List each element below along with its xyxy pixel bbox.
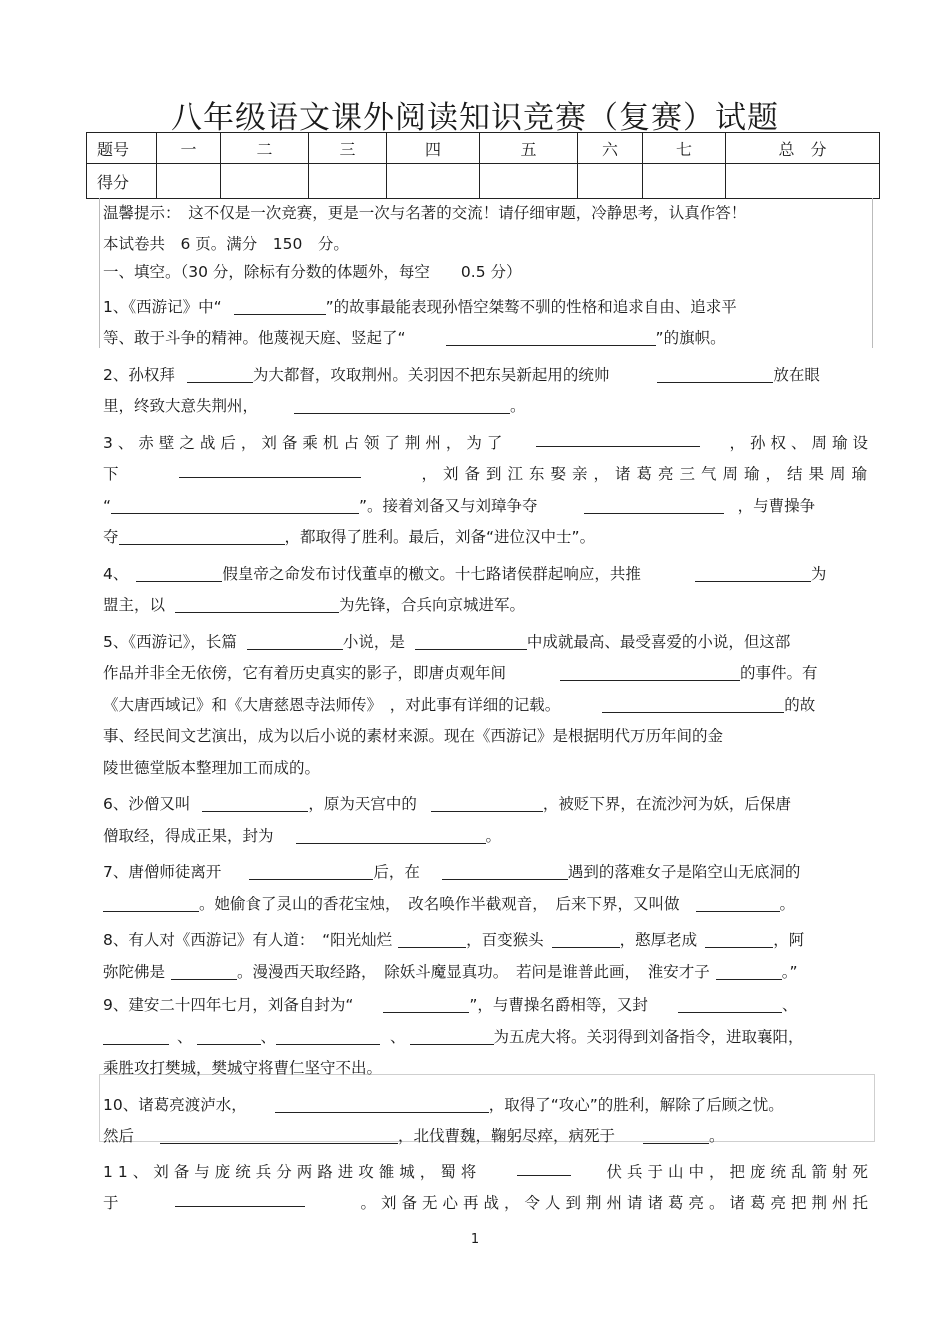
question-3: 3、赤壁之战后，刘备乘机占领了荆州，为了 ，孙权、周瑜设 [103, 428, 873, 460]
answer-blank[interactable] [383, 994, 469, 1013]
answer-blank[interactable] [179, 459, 361, 478]
question-10: 10、诸葛亮渡泸水， ，取得了“攻心”的胜利，解除了后顾之忧。 [103, 1095, 784, 1114]
header-cell-6: 六 [578, 133, 643, 164]
question-6-cont: 僧取经，得成正果，封为 。 [103, 826, 502, 845]
score-header-row [87, 133, 880, 164]
tip-line-2: 本试卷共 6 页。满分 150 分。 [103, 234, 349, 253]
page-title: 八年级语文课外阅读知识竞赛（复赛）试题 [171, 100, 779, 136]
question-4-cont: 盟主，以 为先锋，合兵向京城进军。 [103, 596, 526, 614]
answer-blank[interactable] [536, 428, 700, 447]
header-cell-3: 三 [309, 133, 387, 164]
answer-blank[interactable] [552, 929, 620, 948]
question-7: 7、唐僧师徒离开 后，在 遇到的落难女子是陷空山无底洞的 [103, 863, 801, 881]
answer-blank[interactable] [160, 1125, 398, 1144]
answer-blank[interactable] [678, 994, 782, 1013]
header-cell-2: 二 [221, 133, 309, 164]
answer-blank[interactable] [171, 961, 237, 980]
answer-blank[interactable] [602, 694, 784, 713]
question-1: 1、《西游记》中“ ”的故事最能表现孙悟空桀骜不驯的性格和追求自由、追求平 [103, 297, 737, 316]
answer-blank[interactable] [275, 1094, 489, 1113]
score-cell[interactable] [157, 164, 221, 199]
answer-blank[interactable] [234, 296, 326, 315]
answer-blank[interactable] [705, 929, 773, 948]
answer-blank[interactable] [111, 495, 359, 514]
score-cell[interactable] [387, 164, 480, 199]
question-5-cont-1: 作品并非全无依傍，它有着历史真实的影子，即唐贞观年间 的事件。有 [103, 664, 818, 682]
answer-blank[interactable] [442, 861, 568, 880]
exam-body [103, 198, 873, 1220]
question-6: 6、沙僧又叫 ，原为天宫中的 ，被贬下界，在流沙河为妖，后保唐 [103, 795, 791, 813]
question-7-cont: 。她偷食了灵山的香花宝烛， 改名唤作半截观音， 后来下界，又叫做 。 [103, 889, 873, 921]
frame-line-left [99, 198, 100, 348]
header-cell-4: 四 [387, 133, 480, 164]
answer-blank[interactable] [657, 364, 773, 383]
section-heading: 一、填空。（30 分，除标有分数的体题外，每空 0.5 分） [103, 262, 522, 281]
question-2-cont: 里，终致大意失荆州， 。 [103, 397, 526, 415]
question-10-cont: 然后 ，北伐曹魏，鞠躬尽瘁，病死于 。 [103, 1127, 725, 1145]
answer-blank[interactable] [136, 563, 222, 582]
question-9-cont-1: 、 、 、 为五虎大将。关羽得到刘备指令，进取襄阳， [103, 1022, 873, 1054]
answer-blank[interactable] [296, 825, 486, 844]
header-cell-number: 题号 [87, 133, 157, 164]
page-number: 1 [470, 1232, 480, 1247]
answer-blank[interactable] [716, 961, 782, 980]
answer-blank[interactable] [560, 662, 740, 681]
question-9-cont-2: 乘胜攻打樊城，樊城守将曹仁坚守不出。 [103, 1059, 383, 1077]
score-cell[interactable] [309, 164, 387, 199]
answer-blank[interactable] [643, 1125, 709, 1144]
answer-blank[interactable] [294, 395, 510, 414]
answer-blank[interactable] [276, 1026, 380, 1045]
answer-blank[interactable] [175, 1188, 305, 1207]
question-9: 9、建安二十四年七月，刘备自封为“ ”，与曹操名爵相等，又封 、 [103, 996, 798, 1014]
answer-blank[interactable] [410, 1026, 494, 1045]
answer-blank[interactable] [446, 327, 656, 346]
score-cell-total[interactable] [726, 164, 880, 199]
answer-blank[interactable] [103, 893, 199, 912]
score-cell[interactable] [221, 164, 309, 199]
question-11-cont: 于 。刘备无心再战，令人到荆州请诸葛亮。诸葛亮把荆州托 [103, 1188, 873, 1220]
answer-blank[interactable] [119, 526, 285, 545]
question-5: 5、《西游记》，长篇 小说，是 中成就最高、最受喜爱的小说，但这部 [103, 632, 791, 651]
score-table [86, 132, 880, 199]
question-8-cont: 弥陀佛是 。漫漫西天取经路， 除妖斗魔显真功。 若问是谁普此画， 淮安才子 。” [103, 962, 798, 981]
question-11: 11、刘备与庞统兵分两路进攻雒城，蜀将 伏兵于山中，把庞统乱箭射死 [103, 1157, 873, 1189]
question-3-cont-2: “ ”。接着刘备又与刘璋争夺 ，与曹操争 [103, 496, 816, 515]
answer-blank[interactable] [197, 1026, 261, 1045]
header-cell-1: 一 [157, 133, 221, 164]
score-row [87, 164, 880, 199]
question-2: 2、孙权拜 为大都督，攻取荆州。关羽因不把东吴新起用的统帅 放在眼 [103, 365, 820, 384]
tip-line-1: 温馨提示： 这不仅是一次竞赛，更是一次与名著的交流！请仔细审题，冷静思考，认真作答！ [103, 204, 747, 222]
answer-blank[interactable] [247, 631, 343, 650]
score-cell[interactable] [578, 164, 643, 199]
question-5-cont-2: 《大唐西域记》和《大唐慈恩寺法师传》 ，对此事有详细的记载。 的故 [103, 695, 816, 714]
answer-blank[interactable] [517, 1157, 571, 1176]
question-5-cont-4: 陵世德堂版本整理加工而成的。 [103, 758, 321, 777]
answer-blank[interactable] [175, 594, 339, 613]
question-3-cont-1: 下 ，刘备到江东娶亲，诸葛亮三气周瑜，结果周瑜 [103, 459, 873, 491]
answer-blank[interactable] [398, 929, 466, 948]
question-1-cont: 等、敢于斗争的精神。他蔑视天庭、竖起了“ ”的旗帜。 [103, 329, 726, 347]
header-cell-total: 总 分 [726, 133, 880, 164]
answer-blank[interactable] [584, 495, 724, 514]
answer-blank[interactable] [431, 793, 543, 812]
score-cell[interactable] [480, 164, 578, 199]
question-8: 8、有人对《西游记》有人道： “阳光灿烂 ，百变猴头 ，憨厚老成 ，阿 [103, 931, 805, 949]
score-label-cell: 得分 [87, 164, 157, 199]
question-3-cont-3: 夺 ，都取得了胜利。最后，刘备“进位汉中士”。 [103, 528, 596, 546]
answer-blank[interactable] [202, 793, 308, 812]
answer-blank[interactable] [187, 364, 253, 383]
question-4: 4、 假皇帝之命发布讨伐董卓的檄文。十七路诸侯群起响应，共推 为 [103, 564, 827, 583]
header-cell-5: 五 [480, 133, 578, 164]
score-cell[interactable] [643, 164, 726, 199]
answer-blank[interactable] [696, 893, 780, 912]
answer-blank[interactable] [695, 563, 811, 582]
question-5-cont-3: 事、经民间文艺演出，成为以后小说的素材来源。现在《西游记》是根据明代万历年间的金 [103, 727, 724, 745]
answer-blank[interactable] [249, 861, 373, 880]
answer-blank[interactable] [415, 631, 527, 650]
header-cell-7: 七 [643, 133, 726, 164]
answer-blank[interactable] [103, 1026, 169, 1045]
